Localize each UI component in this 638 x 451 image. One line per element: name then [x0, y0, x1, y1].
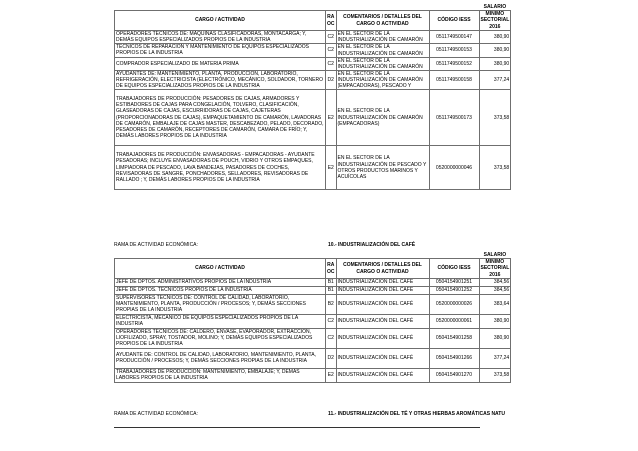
- ra-cell: E2: [326, 146, 337, 190]
- codigo-cell: 0511749500173: [429, 90, 479, 146]
- cargo-cell: AYUDANTE DE: CONTROL DE CALIDAD, LABORATORIO, MANTENIMIENTO, PLANTA, PRODUCCIÓN / PROCESOS; Y, DEMÁS SECCIONES PROPIAS DE LA INDUSTRIA: [115, 348, 326, 368]
- cargo-cell: OPERADORES TÉCNICOS DE: CALDERO, ENVASE, EVAPORADOR, EXTRACCIÓN, LIOFILIZADO, SPRAY, TOSTADOR, MOLINO; Y, DEMÁS EQUIPOS ESPECIALIZADOS PROPIOS DE LA INDUSTRIA: [115, 328, 326, 348]
- salario-cell: 380,90: [479, 44, 511, 57]
- rama-value: 10.- INDUSTRIALIZACIÓN DEL CAFÉ: [328, 242, 416, 248]
- salario-cell: 380,90: [479, 57, 511, 70]
- comentario-cell: EN EL SECTOR DE LA INDUSTRIALIZACIÓN DE CAMARÓN (EMPACADORAS), PESCADO Y: [336, 70, 429, 90]
- comentario-cell: INDUSTRIALIZACIÓN DEL CAFÉ: [336, 294, 429, 314]
- cargo-cell: ELECTRICISTA, MECÁNICO DE EQUIPOS ESPECIALIZADOS PROPIOS DE LA INDUSTRIA: [115, 314, 326, 328]
- cargo-cell: COMPRADOR ESPECIALIZADO DE MATERIA PRIMA: [115, 57, 326, 70]
- salario-cell: 373,58: [479, 368, 511, 382]
- salary-table-cafe: [114, 252, 511, 383]
- codigo-header: CÓDIGO IESS: [429, 11, 479, 31]
- table-row: [115, 368, 511, 382]
- comentario-cell: EN EL SECTOR DE LA INDUSTRIALIZACIÓN DE PESCADO Y OTROS PRODUCTOS MARINOS Y ACUÍCOLAS: [336, 146, 429, 190]
- cargo-cell: TÉCNICOS DE REPARACIÓN Y MANTENIMIENTO DE EQUIPOS ESPECIALIZADOS PROPIOS DE LA INDUSTRIA: [115, 44, 326, 57]
- cargo-header: CARGO / ACTIVIDAD: [115, 259, 326, 279]
- comentario-cell: EN EL SECTOR DE LA INDUSTRIALIZACIÓN DE CAMARÓN: [336, 44, 429, 57]
- table-row: [115, 146, 511, 190]
- table-row: [115, 57, 511, 70]
- comentario-cell: INDUSTRIALIZACIÓN DEL CAFÉ: [336, 368, 429, 382]
- cargo-cell: TRABAJADORES DE PRODUCCIÓN: PESADORES DE CAJAS, ARMADORES Y ESTIBADORES DE CAJAS PARA CONGELACIÓN, TOLVERO, CLASIFICACIÓN, GLASEADORAS DE CAJAS, ESCURRIDORAS DE CAJAS, CAJETERAS (PROPORCIONADORAS DE CAJAS), EMPAQUETAMIENTO DE CAMARÓN, LAVADORAS DE CAMARÓN, EMBALAJE DE CAJAS MASTER, DESCABEZADO, PELADO, DECORADO, PESADORES DE CAMARÓN, RECEPTORES DE CAMARÓN, CAMARA DE FRÍO; Y, DEMÁS LABORES PROPIOS DE LA INDUSTRIA: [115, 90, 326, 146]
- comentario-cell: EN EL SECTOR DE LA INDUSTRIALIZACIÓN DE CAMARÓN (EMPACADORAS): [336, 90, 429, 146]
- codigo-cell: 0504154901266: [429, 348, 479, 368]
- comentarios-header: COMENTARIOS / DETALLES DEL CARGO O ACTIVIDAD: [336, 11, 429, 31]
- cargo-cell: SUPERVISORES TÉCNICOS DE: CONTROL DE CALIDAD, LABORATORIO, MANTENIMIENTO, PLANTA, PRODUCCIÓN / PROCESOS; Y, DEMÁS SECCIONES PROPIAS DE LA INDUSTRIA: [115, 294, 326, 314]
- ra-cell: C2: [326, 328, 337, 348]
- ra-cell: B1: [326, 278, 337, 286]
- cargo-cell: AYUDANTES DE: MANTENIMIENTO, PLANTA, PRODUCCIÓN, LABORATORIO, REFRIGERACIÓN, ELECTRICISTA (ELECTRÓNICO, MECÁNICO, SOLDADOR, TORNERO DE EQUIPOS ESPECIALIZADOS PROPIOS DE LA INDUSTRIA: [115, 70, 326, 90]
- salario-header: SALARIO: [479, 4, 511, 11]
- rama-label: RAMA DE ACTIVIDAD ECONÓMICA:: [114, 411, 198, 417]
- cargo-header: CARGO / ACTIVIDAD: [115, 11, 326, 31]
- codigo-cell: 0504154901251: [429, 278, 479, 286]
- table-row: [115, 278, 511, 286]
- table-row: [115, 328, 511, 348]
- codigo-header: CÓDIGO IESS: [429, 259, 479, 279]
- rama-value: 11.- INDUSTRIALIZACIÓN DEL TÉ Y OTRAS HIERBAS AROMÁTICAS NATU: [328, 411, 505, 417]
- comentario-cell: INDUSTRIALIZACIÓN DEL CAFÉ: [336, 348, 429, 368]
- table-row: [115, 90, 511, 146]
- salario-cell: 380,90: [479, 30, 511, 43]
- codigo-cell: 0511749500153: [429, 44, 479, 57]
- ra-cell: B1: [326, 286, 337, 294]
- codigo-cell: 0511749500147: [429, 30, 479, 43]
- salario-cell: 377,24: [479, 348, 511, 368]
- ra-cell: E2: [326, 90, 337, 146]
- table-row: [115, 70, 511, 90]
- salario-cell: 373,58: [479, 146, 511, 190]
- cargo-cell: OPERADORES TÉCNICOS DE: MÁQUINAS CLASIFICADORAS, MONTACARGA; Y, DEMÁS EQUIPOS ESPECIALIZADOS PROPIOS DE LA INDUSTRIA: [115, 30, 326, 43]
- table-row: [115, 294, 511, 314]
- codigo-cell: 0511749500158: [429, 70, 479, 90]
- salario-cell: 380,90: [479, 328, 511, 348]
- comentarios-header: COMENTARIOS / DETALLES DEL CARGO O ACTIVIDAD: [336, 259, 429, 279]
- comentario-cell: INDUSTRIALIZACIÓN DEL CAFÉ: [336, 314, 429, 328]
- salario-cell: 373,58: [479, 90, 511, 146]
- salario-cell: 384,56: [479, 286, 511, 294]
- comentario-cell: INDUSTRIALIZACIÓN DEL CAFÉ: [336, 328, 429, 348]
- codigo-cell: 0511749500152: [429, 57, 479, 70]
- comentario-cell: EN EL SECTOR DE LA INDUSTRIALIZACIÓN DE CAMARÓN: [336, 57, 429, 70]
- rama-label: RAMA DE ACTIVIDAD ECONÓMICA:: [114, 242, 198, 248]
- salario-minimo-header: MÍNIMO SECTORIAL 2016: [480, 259, 510, 278]
- salario-cell: 380,90: [479, 314, 511, 328]
- ra-cell: C2: [326, 57, 337, 70]
- codigo-cell: 0504154901252: [429, 286, 479, 294]
- ra-cell: E2: [326, 368, 337, 382]
- table-row: [115, 30, 511, 43]
- codigo-cell: 0504154901258: [429, 328, 479, 348]
- divider: [114, 427, 480, 428]
- ra-cell: C2: [326, 30, 337, 43]
- salario-cell: 377,24: [479, 70, 511, 90]
- codigo-cell: 0520000000026: [429, 294, 479, 314]
- ra-cell: B2: [326, 294, 337, 314]
- ra-header: RA OC: [326, 259, 337, 279]
- codigo-cell: 0520000000061: [429, 314, 479, 328]
- codigo-cell: 0520000000046: [429, 146, 479, 190]
- cargo-cell: JEFE DE DPTOS. TÉCNICOS PROPIOS DE LA INDUSTRIA: [115, 286, 326, 294]
- ra-header: RA OC: [326, 11, 337, 31]
- cargo-cell: TRABAJADORES DE PRODUCCIÓN: ENVASADORAS - EMPACADORAS - AYUDANTE PESADORAS; INCLUYE ENVASADORAS DE POUCH, VIDRIO Y OTROS EMPAQUES, LIMPIADORA DE PESCADO, LAVA BANDEJAS, PASADORES DE COCHES, REVISADORAS DE SANGRE, PONCHADORES, SELLADORES, REVISADORAS DE RALLADO ; Y, DEMÁS LABORES PROPIOS DE LA INDUSTRIA: [115, 146, 326, 190]
- comentario-cell: INDUSTRIALIZACIÓN DEL CAFÉ: [336, 278, 429, 286]
- comentario-cell: EN EL SECTOR DE LA INDUSTRIALIZACIÓN DE CAMARÓN: [336, 30, 429, 43]
- cargo-cell: JEFE DE DPTOS. ADMINISTRATIVOS PROPIOS DE LA INDUSTRIA: [115, 278, 326, 286]
- salario-cell: 383,64: [479, 294, 511, 314]
- cargo-cell: TRABAJADORES DE PRODUCCIÓN: MANTENIMIENTO, EMBALAJE; Y, DEMÁS LABORES PROPIOS DE LA INDUSTRIA: [115, 368, 326, 382]
- salario-minimo-header: MÍNIMO SECTORIAL 2016: [480, 11, 510, 30]
- comentario-cell: INDUSTRIALIZACIÓN DEL CAFÉ: [336, 286, 429, 294]
- ra-cell: D2: [326, 70, 337, 90]
- table-row: [115, 44, 511, 57]
- table-row: [115, 286, 511, 294]
- salario-header: SALARIO: [479, 252, 511, 259]
- salary-table-camaron: [114, 4, 511, 190]
- ra-cell: D2: [326, 348, 337, 368]
- ra-cell: C2: [326, 44, 337, 57]
- table-row: [115, 348, 511, 368]
- codigo-cell: 0504154901270: [429, 368, 479, 382]
- salario-cell: 384,56: [479, 278, 511, 286]
- table-row: [115, 314, 511, 328]
- ra-cell: C2: [326, 314, 337, 328]
